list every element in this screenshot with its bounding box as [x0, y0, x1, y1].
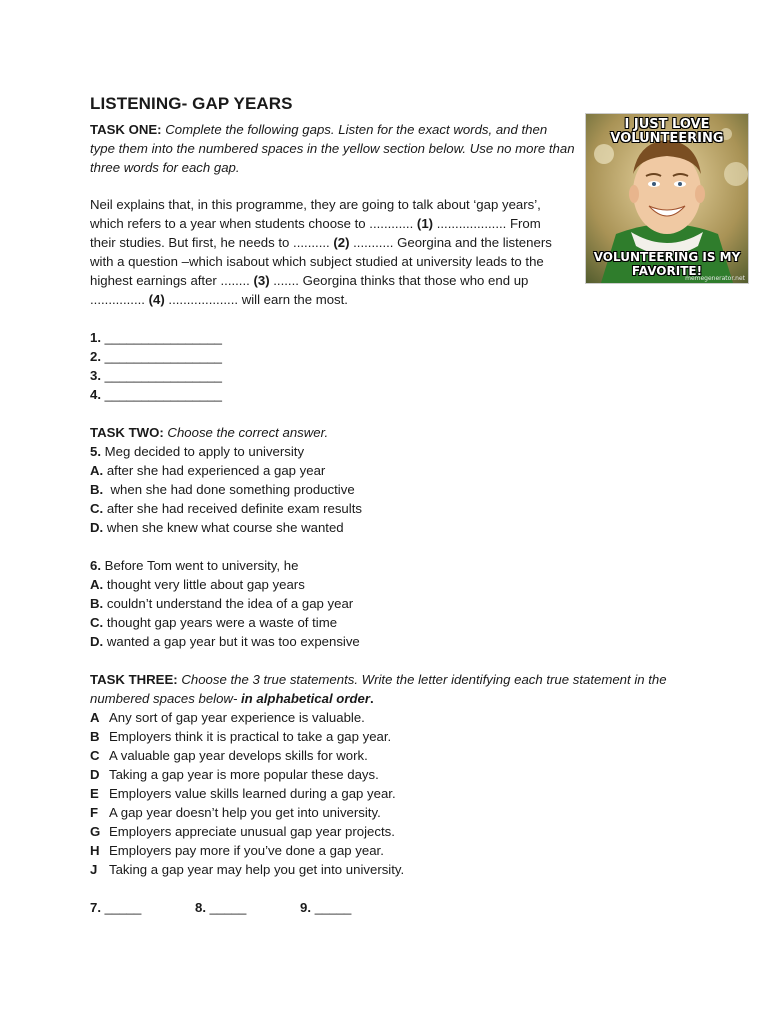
- option-text: after she had received definite exam results: [103, 501, 362, 516]
- statement-a: [90, 708, 680, 727]
- statement-g: [90, 822, 680, 841]
- meme-top-line-2: VOLUNTEERING: [610, 131, 724, 146]
- statement-h: [90, 841, 680, 860]
- sentence-period: .: [370, 691, 374, 706]
- blank-line: ________________: [101, 349, 223, 364]
- option-5b[interactable]: [90, 480, 690, 499]
- blank-number: 2.: [90, 349, 101, 364]
- slot-number: 9.: [300, 900, 312, 915]
- statement-letter: D: [90, 767, 100, 782]
- statement-letter: F: [90, 805, 99, 820]
- passage-text: ................... From their studies. But first, he needs to ..........: [90, 216, 541, 250]
- task-one-instructions: [90, 120, 575, 177]
- question-number: 5.: [90, 444, 101, 459]
- gap-marker-1: (1): [416, 216, 434, 231]
- answer-blanks: [90, 328, 690, 404]
- option-6b[interactable]: [90, 594, 690, 613]
- option-text: thought very little about gap years: [103, 577, 305, 592]
- statement-text: Any sort of gap year experience is valuable.: [109, 710, 365, 725]
- question-6: [90, 556, 690, 575]
- slot-line: _____: [311, 900, 352, 915]
- task-two-label: TASK TWO:: [90, 425, 164, 440]
- statement-text: Employers think it is practical to take a gap year.: [109, 729, 392, 744]
- option-letter: A.: [90, 463, 104, 478]
- statement-b: [90, 727, 680, 746]
- answer-blank-4[interactable]: [90, 385, 690, 404]
- slot-line: _____: [101, 900, 142, 915]
- elf-meme-image: [585, 113, 749, 284]
- passage-text: ....... Georgina thinks that those who end up ...............: [90, 273, 529, 307]
- task-two: [90, 423, 690, 651]
- page-title: LISTENING- GAP YEARS: [90, 94, 293, 113]
- option-letter: D.: [90, 634, 104, 649]
- statement-letter: G: [90, 824, 101, 839]
- option-6a[interactable]: [90, 575, 690, 594]
- task-three-instructions: [90, 670, 680, 708]
- statement-letter: B: [90, 729, 100, 744]
- statement-letter: J: [90, 862, 98, 877]
- answer-slot-7[interactable]: [90, 898, 141, 917]
- question-number: 6.: [90, 558, 101, 573]
- option-letter: A.: [90, 577, 104, 592]
- blank-line: ________________: [101, 387, 223, 402]
- statement-e: [90, 784, 680, 803]
- option-letter: C.: [90, 501, 104, 516]
- statement-text: A valuable gap year develops skills for work.: [109, 748, 368, 763]
- task-three-label: TASK THREE:: [90, 672, 178, 687]
- statement-letter: H: [90, 843, 100, 858]
- answer-slot-9[interactable]: [300, 898, 351, 917]
- statement-text: Taking a gap year is more popular these days.: [109, 767, 379, 782]
- statement-text: Employers value skills learned during a gap year.: [109, 786, 396, 801]
- task-two-text: Choose the correct answer.: [163, 425, 329, 440]
- statement-d: [90, 765, 680, 784]
- blank-line: ________________: [101, 330, 223, 345]
- meme-top-line-1: I JUST LOVE: [624, 117, 710, 132]
- final-answer-row: [90, 898, 680, 917]
- answer-slot-8[interactable]: [195, 898, 246, 917]
- gap-marker-2: (2): [333, 235, 350, 250]
- slot-number: 8.: [195, 900, 207, 915]
- answer-blank-3[interactable]: [90, 366, 690, 385]
- gap-fill-passage: [90, 195, 560, 309]
- task-one-label: TASK ONE:: [90, 122, 162, 137]
- statement-f: [90, 803, 680, 822]
- meme-top-text: [586, 118, 748, 146]
- slot-number: 7.: [90, 900, 101, 915]
- alphabetical-order-emphasis: in alphabetical order: [241, 691, 370, 706]
- question-5: [90, 442, 690, 461]
- task-three-text: Choose the 3 true statements. Write the letter identifying each true statement in the numbered spaces below-: [90, 672, 667, 706]
- statement-j: [90, 860, 680, 879]
- blank-number: 3.: [90, 368, 101, 383]
- answer-blank-2[interactable]: [90, 347, 690, 366]
- question-6-block: [90, 556, 690, 651]
- option-letter: D.: [90, 520, 104, 535]
- passage-text: ........... Georgina and the listeners with a question –which isabout which subject studied at university leads to the highest earnings after ........: [90, 235, 552, 288]
- statement-text: Taking a gap year may help you get into university.: [109, 862, 405, 877]
- statement-text: A gap year doesn’t help you get into university.: [109, 805, 381, 820]
- statement-letter: C: [90, 748, 100, 763]
- passage-text: Neil explains that, in this programme, they are going to talk about ‘gap years’, which refers to a year when students choose to ............: [90, 197, 541, 231]
- question-text: Before Tom went to university, he: [101, 558, 299, 573]
- task-one-text: Complete the following gaps. Listen for the exact words, and then type them into the numbered spaces in the yellow section below. Use no more than three words for each gap.: [90, 122, 575, 175]
- slot-line: _____: [206, 900, 247, 915]
- task-three: [90, 670, 680, 917]
- gap-marker-4: (4): [148, 292, 165, 307]
- blank-number: 4.: [90, 387, 101, 402]
- statement-text: Employers appreciate unusual gap year projects.: [109, 824, 395, 839]
- question-text: Meg decided to apply to university: [101, 444, 305, 459]
- statement-c: [90, 746, 680, 765]
- blank-number: 1.: [90, 330, 101, 345]
- meme-watermark: memegenerator.net: [685, 275, 745, 282]
- option-text: thought gap years were a waste of time: [103, 615, 338, 630]
- blank-line: ________________: [101, 368, 223, 383]
- option-text: when she knew what course she wanted: [103, 520, 344, 535]
- option-5d[interactable]: [90, 518, 690, 537]
- task-two-instructions: [90, 423, 690, 442]
- option-text: when she had done something productive: [103, 482, 355, 497]
- answer-blank-1[interactable]: [90, 328, 690, 347]
- option-6d[interactable]: [90, 632, 690, 651]
- statement-letter: A: [90, 710, 100, 725]
- option-letter: B.: [90, 596, 104, 611]
- passage-text: ................... will earn the most.: [164, 292, 348, 307]
- meme-bottom-text: [586, 250, 748, 278]
- option-text: after she had experienced a gap year: [103, 463, 326, 478]
- meme-bottom-line-1: VOLUNTEERING IS MY: [593, 250, 741, 264]
- statement-text: Employers pay more if you’ve done a gap year.: [109, 843, 384, 858]
- statement-letter: E: [90, 786, 99, 801]
- option-text: couldn’t understand the idea of a gap year: [103, 596, 354, 611]
- option-letter: C.: [90, 615, 104, 630]
- gap-marker-3: (3): [253, 273, 270, 288]
- meme-bottom-line-2: FAVORITE!: [631, 264, 703, 278]
- option-text: wanted a gap year but it was too expensive: [103, 634, 360, 649]
- option-5a[interactable]: [90, 461, 690, 480]
- option-letter: B.: [90, 482, 104, 497]
- option-6c[interactable]: [90, 613, 690, 632]
- option-5c[interactable]: [90, 499, 690, 518]
